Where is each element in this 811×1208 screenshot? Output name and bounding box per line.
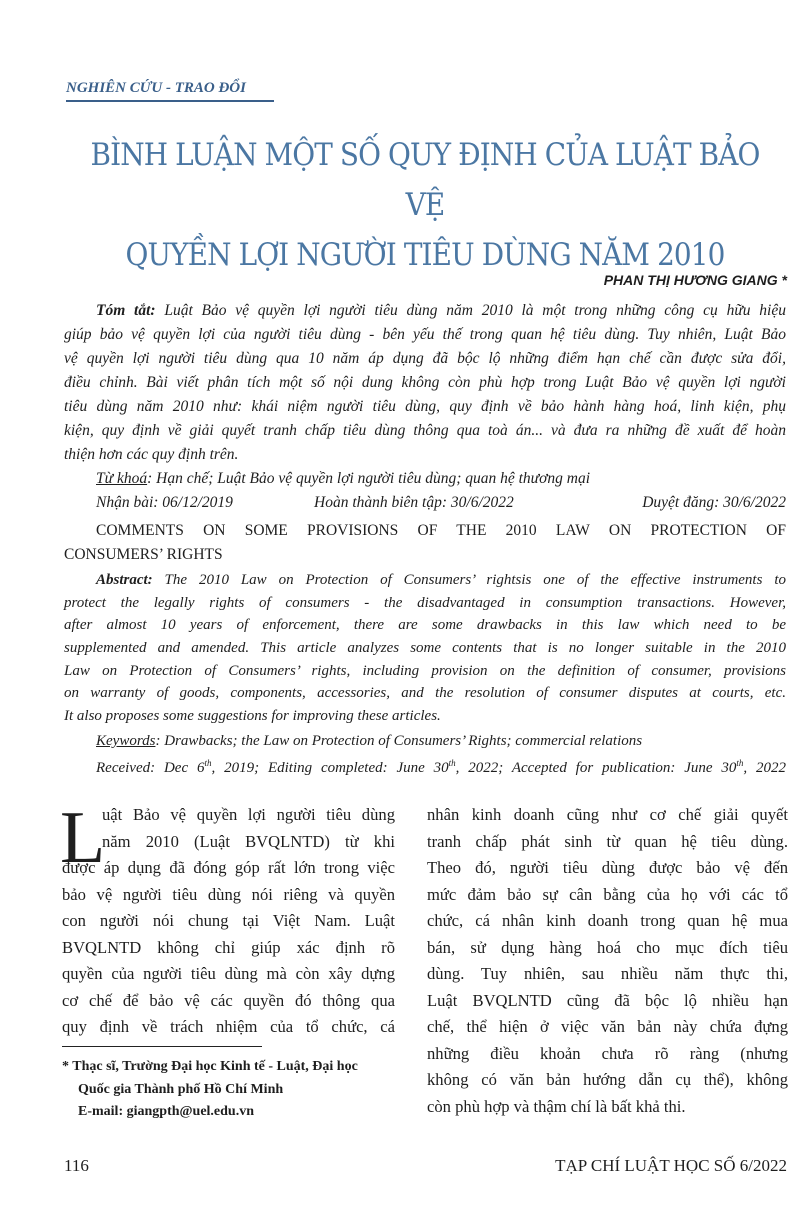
text-line: It also proposes some suggestions for improving these articles. <box>64 708 441 725</box>
footnote-divider <box>62 1046 262 1047</box>
text-line: không có văn bản hướng dẫn cụ thể), không <box>427 1070 788 1089</box>
text-line: kiện, quy định về giải quyết tranh chấp tiêu dùng thông qua toà án... và đưa ra những đề xuất để hoàn <box>64 422 786 439</box>
text-line: chế, thể hiện ở việc văn bản này chứa đựng <box>427 1017 788 1036</box>
text-line: tranh chấp phát sinh từ quan hệ tiêu dùng. <box>427 831 788 851</box>
abstract-line <box>64 299 786 323</box>
text-line: cơ chế để bảo vệ các quyền đó thông qua <box>62 990 395 1010</box>
text-line: protect the legally rights of consumers - the disadvantaged in consumption transactions. However, <box>64 594 786 611</box>
text-line: được áp dụng đã đóng góp rất lớn trong việc <box>62 858 395 877</box>
text-line: những điều khoản chưa rõ ràng (nhưng <box>427 1043 788 1063</box>
section-label: NGHIÊN CỨU - TRAO ĐỔI <box>66 80 274 102</box>
text-line: on warranty of goods, components, accessories, and the resolution of consumer disputes at courts, etc. <box>64 685 786 702</box>
text-line: quy định về trách nhiệm của tổ chức, cá <box>62 1017 395 1036</box>
abstract-text: Luật Bảo vệ quyền lợi người tiêu dùng năm 2010 là một trong những công cụ hữu hiệu <box>155 302 786 319</box>
text-lines <box>64 592 786 728</box>
keywords-label: Từ khoá <box>96 470 148 487</box>
text-line: Theo đó, người tiêu dùng được bảo vệ đến <box>427 858 788 877</box>
page-number: 116 <box>64 1156 89 1175</box>
edited-date: Hoàn thành biên tập: 30/6/2022 <box>314 494 514 511</box>
text-line: nhân kinh doanh cũng như cơ chế giải quyết <box>427 805 788 824</box>
journal-name: TẠP CHÍ LUẬT HỌC SỐ 6/2022 <box>555 1156 787 1175</box>
text-line: after almost 10 years of enforcement, there are some drawbacks in this law which need to be <box>64 617 786 634</box>
text-line: BVQLNTD không chỉ giúp xác định rõ <box>62 937 395 957</box>
abstract-line <box>64 569 786 592</box>
abstract-vi <box>64 299 786 515</box>
text-line: dùng. Tuy nhiên, sau nhiều năm thực thi, <box>427 964 788 983</box>
keywords-label: Keywords <box>96 732 156 749</box>
text-line: uật Bảo vệ quyền lợi người tiêu dùng <box>102 805 395 824</box>
english-title-line: COMMENTS ON SOME PROVISIONS OF THE 2010 LAW ON PROTECTION OF <box>96 522 786 539</box>
date-text: , 2019; Editing completed: June 30 <box>211 759 449 776</box>
text-line: bảo vệ người tiêu dùng nói riêng và quyền <box>62 884 395 904</box>
title-line: BÌNH LUẬN MỘT SỐ QUY ĐỊNH CỦA LUẬT BẢO VỆ <box>90 137 760 223</box>
dates-en <box>64 753 786 780</box>
footnote-line: * Thạc sĩ, Trường Đại học Kinh tế - Luật, Đại học <box>62 1059 358 1074</box>
received-date: Nhận bài: 06/12/2019 <box>96 494 233 511</box>
date-text: , 2022 <box>743 759 787 776</box>
text-line: thiện hơn các quy định trên. <box>64 446 239 463</box>
text-line: con người nói chung tại Việt Nam. Luật <box>62 911 395 930</box>
author-name: PHAN THỊ HƯƠNG GIANG * <box>603 272 787 288</box>
english-title-line: CONSUMERS’ RIGHTS <box>64 546 223 563</box>
date-text: , 2022; Accepted for publication: June 30 <box>455 759 737 776</box>
text-line: giúp bảo vệ quyền lợi của người tiêu dùng - bên yếu thế trong quan hệ tiêu dùng. Tuy nhiên, Luật Bảo <box>64 326 786 343</box>
abstract-text: The 2010 Law on Protection of Consumers’ rightsis one of the effective instruments to <box>152 572 786 588</box>
accepted-date: Duyệt đăng: 30/6/2022 <box>642 494 786 511</box>
date-sup: th <box>448 757 456 768</box>
body-column-left <box>60 797 395 1041</box>
footnote-line: E-mail: giangpth@uel.edu.vn <box>78 1104 254 1119</box>
text-line: còn phù hợp và thậm chí là bất khả thi. <box>427 1096 686 1116</box>
text-line: Luật BVQLNTD cũng đã bộc lộ nhiều hạn <box>427 990 788 1010</box>
article-title <box>79 130 772 280</box>
text-line: bán, sử dụng hàng hoá cho mục đích tiêu <box>427 937 788 957</box>
date-text: Received: Dec 6 <box>96 759 205 776</box>
keywords-text: : Hạn chế; Luật Bảo vệ quyền lợi người tiêu dùng; quan hệ thương mại <box>147 470 591 487</box>
text-line: chức, cá nhân kinh doanh trong quan hệ mua <box>427 911 788 930</box>
english-title <box>64 519 786 567</box>
abstract-en <box>64 569 786 780</box>
text-line: quyền của người tiêu dùng mà còn xây dựng <box>62 964 395 983</box>
text-line: điều chỉnh. Bài viết phân tích một số nội dung không còn phù hợp trong Luật Bảo vệ quyền lợi người <box>64 374 786 391</box>
text-line: vệ quyền lợi người tiêu dùng qua 10 năm áp dụng đã bộc lộ những điểm hạn chế cần được sửa đổi, <box>64 350 786 367</box>
text-line: supplemented and amended. This article analyzes some contents that is no longer suitable in the 2010 <box>64 640 786 657</box>
date-sup: th <box>736 757 744 768</box>
text-line: năm 2010 (Luật BVQLNTD) từ khi <box>102 831 395 851</box>
keywords-en <box>64 728 786 753</box>
text-line: mức đảm bảo sự cân bằng của họ với các tổ <box>427 884 788 904</box>
keywords-vi <box>64 467 786 491</box>
footnote <box>62 1056 395 1124</box>
text-lines <box>64 323 786 467</box>
text-line: tiêu dùng năm 2010 như: khái niệm người tiêu dùng, quy định về bảo hành hàng hoá, linh kiện, phụ <box>64 398 786 415</box>
keywords-text: : Drawbacks; the Law on Protection of Consumers’ Rights; commercial relations <box>155 732 643 749</box>
text-line: Law on Protection of Consumers’ rights, including provision on the definition of consumer, provisions <box>64 662 786 679</box>
title-line: QUYỀN LỢI NGƯỜI TIÊU DÙNG NĂM 2010 <box>125 237 725 273</box>
text-lines <box>427 802 788 1120</box>
body-column-right <box>427 802 788 1120</box>
dates-vi <box>64 491 786 515</box>
date-sup: th <box>204 757 212 768</box>
abstract-label: Tóm tắt: <box>96 302 156 319</box>
abstract-label: Abstract: <box>96 572 153 588</box>
text-lines <box>60 797 395 1041</box>
drop-cap: L <box>60 797 106 879</box>
footnote-line: Quốc gia Thành phố Hồ Chí Minh <box>78 1081 284 1097</box>
